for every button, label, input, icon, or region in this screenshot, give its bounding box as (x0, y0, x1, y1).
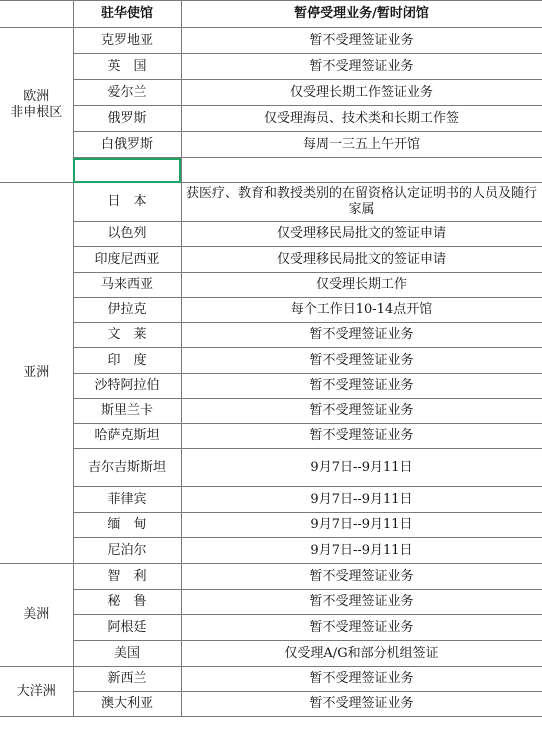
table-row (0, 564, 542, 590)
table-row (0, 158, 542, 183)
table-row (0, 615, 542, 641)
embassy-cell[interactable]: 缅 甸 (73, 513, 181, 538)
embassy-cell[interactable]: 克罗地亚 (73, 28, 181, 54)
status-cell[interactable]: 仅受理长期工作签证业务 (181, 80, 542, 106)
table-row (0, 273, 542, 298)
embassy-cell[interactable]: 斯里兰卡 (73, 399, 181, 424)
status-cell[interactable]: 仅受理A/G和部分机组签证 (181, 641, 542, 667)
table-row (0, 222, 542, 247)
status-cell[interactable]: 9月7日--9月11日 (181, 487, 542, 513)
embassy-cell[interactable]: 哈萨克斯坦 (73, 424, 181, 449)
status-text: 获医疗、教育和教授类别的在留资格认定证明书的人员及随行家属 (185, 186, 537, 217)
embassy-cell[interactable]: 阿根廷 (73, 615, 181, 641)
embassy-cell[interactable]: 尼泊尔 (73, 538, 181, 564)
table-row (0, 106, 542, 132)
status-cell[interactable]: 暂不受理签证业务 (181, 667, 542, 692)
embassy-cell[interactable]: 吉尔吉斯斯坦 (73, 449, 181, 487)
embassy-cell[interactable]: 澳大利亚 (73, 692, 181, 717)
header-status-cell: 暂停受理业务/暂时闭馆 (181, 1, 542, 28)
table-row (0, 538, 542, 564)
status-cell[interactable]: 仅受理移民局批文的签证申请 (181, 247, 542, 273)
embassy-cell[interactable]: 秘 鲁 (73, 590, 181, 615)
table-row (0, 132, 542, 158)
embassy-cell[interactable]: 伊拉克 (73, 298, 181, 323)
embassy-cell[interactable]: 爱尔兰 (73, 80, 181, 106)
status-cell[interactable]: 仅受理长期工作 (181, 273, 542, 298)
embassy-cell[interactable]: 菲律宾 (73, 487, 181, 513)
table-row (0, 323, 542, 348)
status-cell[interactable]: 暂不受理签证业务 (181, 374, 542, 399)
status-cell[interactable]: 每个工作日10-14点开馆 (181, 298, 542, 323)
embassy-cell[interactable]: 新西兰 (73, 667, 181, 692)
table-row (0, 399, 542, 424)
status-cell[interactable]: 暂不受理签证业务 (181, 399, 542, 424)
region-cell-oceania[interactable]: 大洋洲 (0, 667, 73, 717)
table-row (0, 348, 542, 374)
status-cell[interactable]: 暂不受理签证业务 (181, 692, 542, 717)
table-row (0, 487, 542, 513)
status-cell[interactable]: 9月7日--9月11日 (181, 538, 542, 564)
embassy-cell[interactable]: 白俄罗斯 (73, 132, 181, 158)
table-row (0, 183, 542, 222)
table-row (0, 28, 542, 54)
table-row (0, 692, 542, 717)
status-cell[interactable]: 暂不受理签证业务 (181, 615, 542, 641)
embassy-cell[interactable]: 智 利 (73, 564, 181, 590)
status-cell[interactable]: 暂不受理签证业务 (181, 564, 542, 590)
header-embassy-cell: 驻华使馆 (73, 1, 181, 28)
embassy-cell[interactable]: 英 国 (73, 54, 181, 80)
status-cell[interactable]: 9月7日--9月11日 (181, 449, 542, 487)
region-cell-europe[interactable] (0, 28, 73, 183)
status-cell[interactable]: 仅受理海员、技术类和长期工作签 (181, 106, 542, 132)
status-cell[interactable]: 每周一三五上午开馆 (181, 132, 542, 158)
header-region-cell (0, 1, 73, 28)
table-row (0, 424, 542, 449)
embassy-cell[interactable]: 沙特阿拉伯 (73, 374, 181, 399)
status-cell[interactable]: 暂不受理签证业务 (181, 54, 542, 80)
table-row (0, 80, 542, 106)
status-cell[interactable]: 暂不受理签证业务 (181, 590, 542, 615)
table-row (0, 667, 542, 692)
embassy-cell[interactable]: 文 莱 (73, 323, 181, 348)
table-row (0, 590, 542, 615)
status-cell[interactable] (181, 183, 542, 222)
status-cell[interactable]: 仅受理移民局批文的签证申请 (181, 222, 542, 247)
header-row (0, 1, 542, 28)
region-cell-asia[interactable]: 亚洲 (0, 183, 73, 564)
table-row (0, 449, 542, 487)
region-cell-americas[interactable]: 美洲 (0, 564, 73, 667)
table-row (0, 374, 542, 399)
status-cell[interactable]: 暂不受理签证业务 (181, 424, 542, 449)
status-cell[interactable]: 暂不受理签证业务 (181, 28, 542, 54)
embassy-cell[interactable]: 日 本 (73, 183, 181, 222)
table-row (0, 298, 542, 323)
table-row (0, 641, 542, 667)
embassy-cell[interactable]: 美国 (73, 641, 181, 667)
table-row (0, 247, 542, 273)
embassy-cell[interactable]: 印 度 (73, 348, 181, 374)
status-cell[interactable]: 暂不受理签证业务 (181, 323, 542, 348)
table-row (0, 513, 542, 538)
status-cell[interactable]: 9月7日--9月11日 (181, 513, 542, 538)
embassy-cell[interactable]: 马来西亚 (73, 273, 181, 298)
table-row (0, 54, 542, 80)
selected-empty-cell[interactable] (73, 158, 181, 183)
status-cell[interactable]: 暂不受理签证业务 (181, 348, 542, 374)
embassy-cell[interactable]: 俄罗斯 (73, 106, 181, 132)
embassy-cell[interactable]: 以色列 (73, 222, 181, 247)
region-label: 欧洲 非申根区 (10, 89, 63, 120)
embassy-cell[interactable]: 印度尼西亚 (73, 247, 181, 273)
status-cell[interactable] (181, 158, 542, 183)
